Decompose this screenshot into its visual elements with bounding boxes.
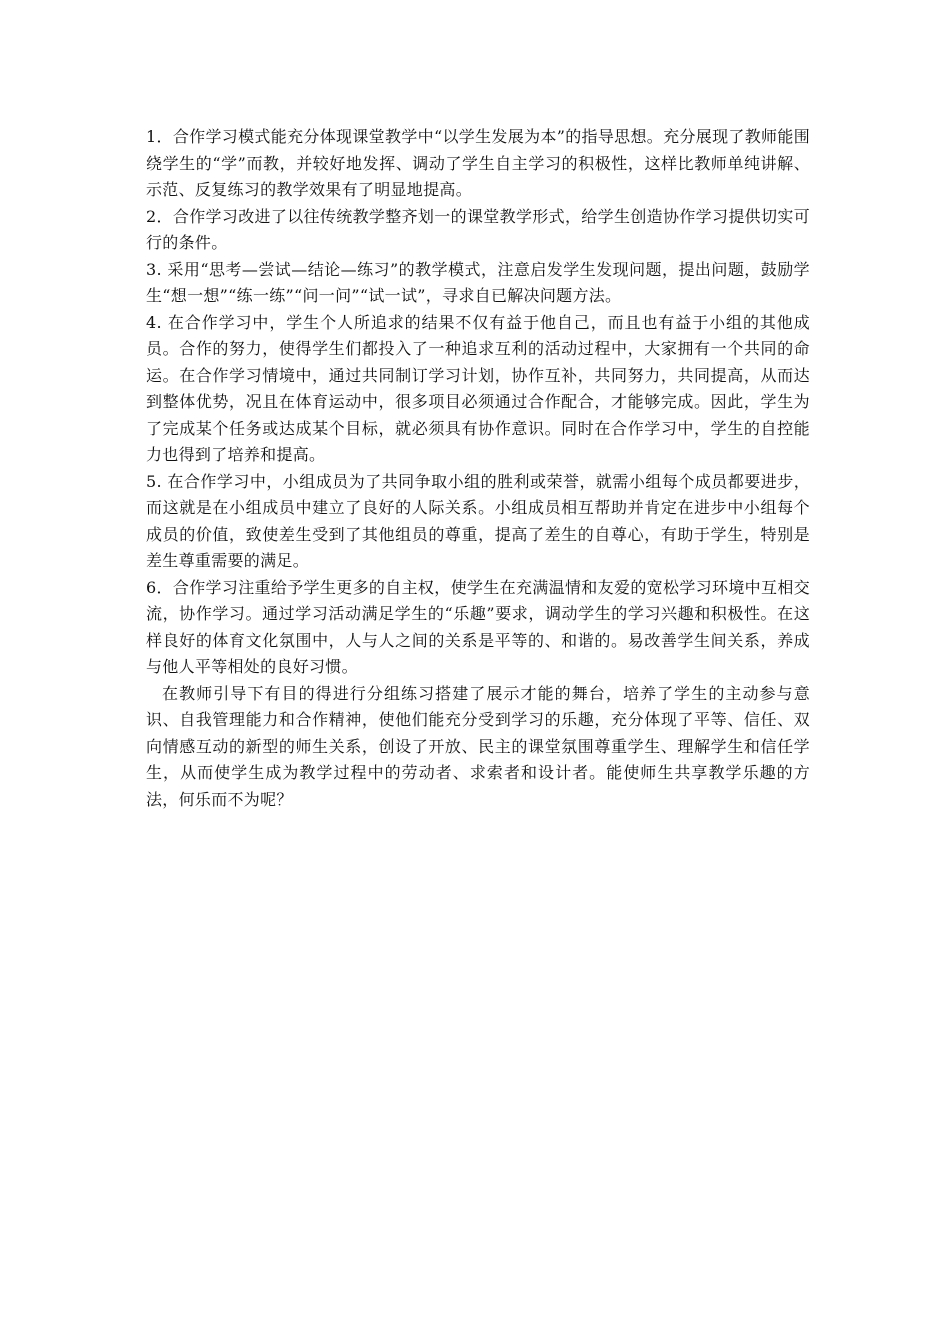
paragraph-point-1: 1．合作学习模式能充分体现课堂教学中“以学生发展为本”的指导思想。充分展现了教师能围绕学生的“学”而教，并较好地发挥、调动了学生自主学习的积极性，这样比教师单纯讲解、示范、反复练习的教学效果有了明显地提高。	[146, 127, 810, 199]
paragraph-point-5: 5. 在合作学习中，小组成员为了共同争取小组的胜利或荣誉，就需小组每个成员都要进步，而这就是在小组成员中建立了良好的人际关系。小组成员相互帮助并肯定在进步中小组每个成员的价值，致使差生受到了其他组员的尊重，提高了差生的自尊心，有助于学生，特别是差生尊重需要的满足。	[146, 471, 810, 570]
paragraph-point-3: 3. 采用“思考—尝试—结论—练习”的教学模式，注意启发学生发现问题，提出问题，鼓励学生“想一想”“练一练”“问一问”“试一试”，寻求自已解决问题方法。	[146, 259, 810, 305]
paragraph-point-2: 2．合作学习改进了以往传统教学整齐划一的课堂教学形式，给学生创造协作学习提供切实可行的条件。	[146, 206, 810, 252]
paragraph-point-4: 4. 在合作学习中，学生个人所追求的结果不仅有益于他自己，而且也有益于小组的其他成员。合作的努力，使得学生们都投入了一种追求互利的活动过程中，大家拥有一个共同的命运。在合作学习情境中，通过共同制订学习计划，协作互补，共同努力，共同提高，从而达到整体优势，况且在体育运动中，很多项目必须通过合作配合，才能够完成。因此，学生为了完成某个任务或达成某个目标，就必须具有协作意识。同时在合作学习中，学生的自控能力也得到了培养和提高。	[146, 312, 810, 464]
document-body	[146, 124, 810, 813]
paragraph-point-6: 6．合作学习注重给予学生更多的自主权，使学生在充满温情和友爱的宽松学习环境中互相交流，协作学习。通过学习活动满足学生的“乐趣”要求，调动学生的学习兴趣和积极性。在这样良好的体育文化氛围中，人与人之间的关系是平等的、和谐的。易改善学生间关系，养成与他人平等相处的良好习惯。	[146, 577, 810, 676]
paragraph-conclusion: 在教师引导下有目的得进行分组练习搭建了展示才能的舞台，培养了学生的主动参与意识、自我管理能力和合作精神，使他们能充分受到学习的乐趣，充分体现了平等、信任、双向情感互动的新型的师生关系，创设了开放、民主的课堂氛围尊重学生、理解学生和信任学生，从而使学生成为教学过程中的劳动者、求索者和设计者。能使师生共享教学乐趣的方法，何乐而不为呢？	[146, 683, 810, 809]
